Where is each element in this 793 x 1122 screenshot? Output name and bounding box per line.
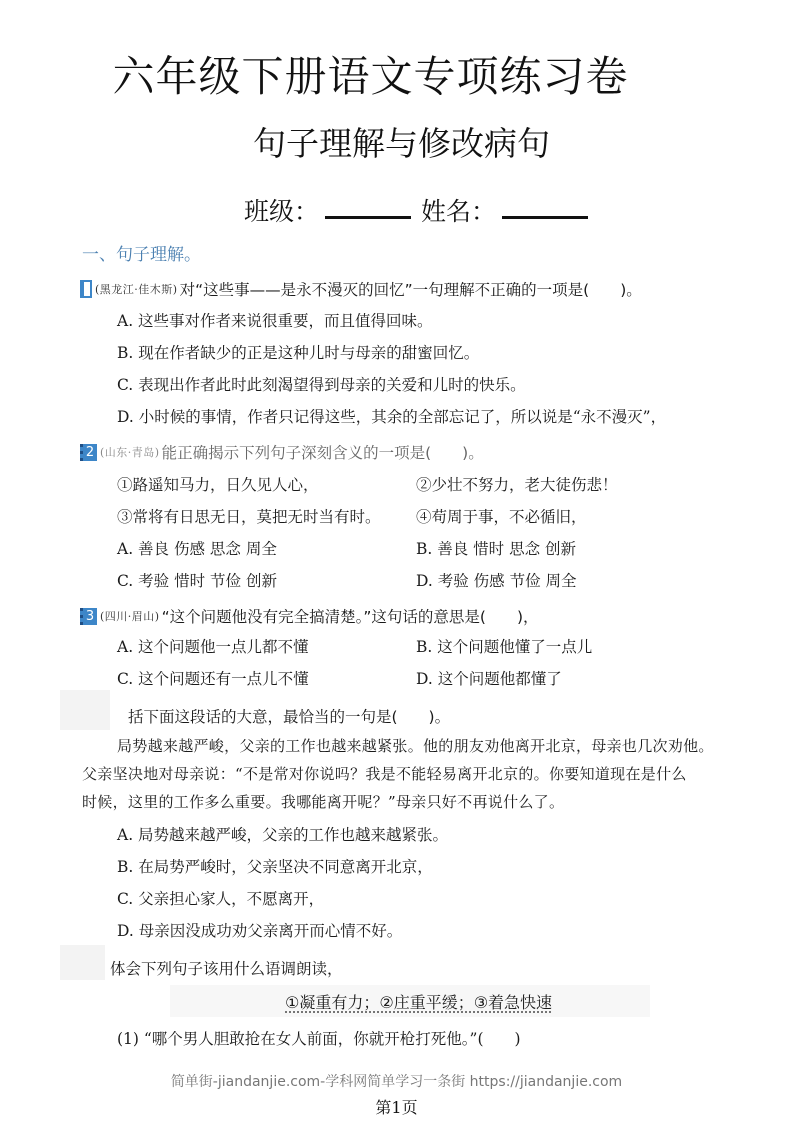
- sentence-2: ②少壮不努力，老大徒伤悲！: [416, 476, 618, 494]
- option-c: C. 表现出作者此时此刻渴望得到母亲的关爱和儿时的快乐。: [117, 376, 526, 394]
- option-b: B. 现在作者缺少的正是这种儿时与母亲的甜蜜回忆。: [117, 344, 480, 362]
- sentence-4: ④苟周于事，不必循旧，: [416, 508, 587, 526]
- sentence-1: ①路遥知马力，日久见人心，: [117, 476, 319, 494]
- section-heading: 一、句子理解。: [82, 245, 201, 265]
- page-subtitle: 句子理解与修改病句: [253, 124, 550, 163]
- option-b: B. 在局势严峻时，父亲坚决不同意离开北京，: [117, 858, 433, 876]
- scan-artifact: [60, 690, 110, 730]
- passage-line-2: 父亲坚决地对母亲说：“不是常对你说吗？我是不能轻易离开北京的。你要知道现在是什么: [82, 765, 687, 783]
- scan-artifact: [60, 945, 105, 980]
- student-info-row: [244, 192, 598, 228]
- question-source: (黑龙江·佳木斯): [95, 283, 178, 296]
- question-2: [80, 441, 484, 463]
- option-d: D. 考验 伤感 节俭 周全: [416, 572, 577, 590]
- sentence-3: ③常将有日思无日，莫把无时当有时。: [117, 508, 381, 526]
- name-blank[interactable]: [502, 216, 588, 219]
- question-4-stem: 括下面这段话的大意，最恰当的一句是( )。: [128, 708, 451, 726]
- class-label: 班级：: [244, 197, 320, 226]
- passage-line-1: 局势越来越严峻，父亲的工作也越来越紧张。他的朋友劝他离开北京，母亲也几次劝他。: [117, 737, 714, 755]
- option-a: A. 局势越来越严峻，父亲的工作也越来越紧张。: [117, 826, 449, 844]
- class-blank[interactable]: [325, 216, 411, 219]
- option-d: D. 这个问题他都懂了: [416, 670, 562, 688]
- option-d: D. 母亲因没成功劝父亲离开而心情不好。: [117, 922, 403, 940]
- question-stem: 对“这些事——是永不漫灭的回忆”一句理解不正确的一项是( )。: [179, 281, 642, 299]
- question-source: (四川·眉山): [100, 610, 160, 623]
- question-source: (山东·青岛): [100, 446, 160, 459]
- name-label: 姓名：: [421, 197, 497, 226]
- watermark-footer: 简单街-jiandanjie.com-学科网简单学习一条街 https://jiandanjie.com: [170, 1074, 623, 1090]
- option-d: D. 小时候的事情，作者只记得这些，其余的全部忘记了，所以说是“永不漫灭”，: [117, 408, 667, 426]
- option-a: A. 善良 伤感 思念 周全: [117, 540, 277, 558]
- option-c: C. 父亲担心家人，不愿离开，: [117, 890, 325, 908]
- tone-options: ①凝重有力；②庄重平缓；③着急快速: [285, 993, 553, 1012]
- question-5-stem: 体会下列句子该用什么语调朗读，: [110, 960, 343, 978]
- page-number: 第1页: [375, 1098, 418, 1117]
- question-stem: “这个问题他没有完全搞清楚。”这句话的意思是( )，: [161, 608, 539, 626]
- option-b: B. 这个问题他懂了一点儿: [416, 638, 593, 656]
- page-title: 六年级下册语文专项练习卷: [112, 52, 629, 101]
- question-stem: 能正确揭示下列句子深刻含义的一项是( )。: [161, 444, 484, 462]
- passage-line-3: 时候，这里的工作多么重要。我哪能离开呢？”母亲只好不再说什么了。: [82, 793, 565, 811]
- option-a: A. 这些事对作者来说很重要，而且值得回味。: [117, 312, 433, 330]
- option-b: B. 善良 惜时 思念 创新: [416, 540, 577, 558]
- question-number-badge: 2: [80, 444, 97, 461]
- option-c: C. 这个问题还有一点儿不懂: [117, 670, 309, 688]
- question-1: [80, 278, 642, 300]
- question-3: [80, 605, 539, 627]
- sub-question-1: (1) “哪个男人胆敢抢在女人前面，你就开枪打死他。”( ): [117, 1030, 521, 1048]
- option-a: A. 这个问题他一点儿都不懂: [117, 638, 309, 656]
- question-number-badge: [80, 280, 92, 298]
- option-c: C. 考验 惜时 节俭 创新: [117, 572, 277, 590]
- question-number-badge: 3: [80, 608, 97, 625]
